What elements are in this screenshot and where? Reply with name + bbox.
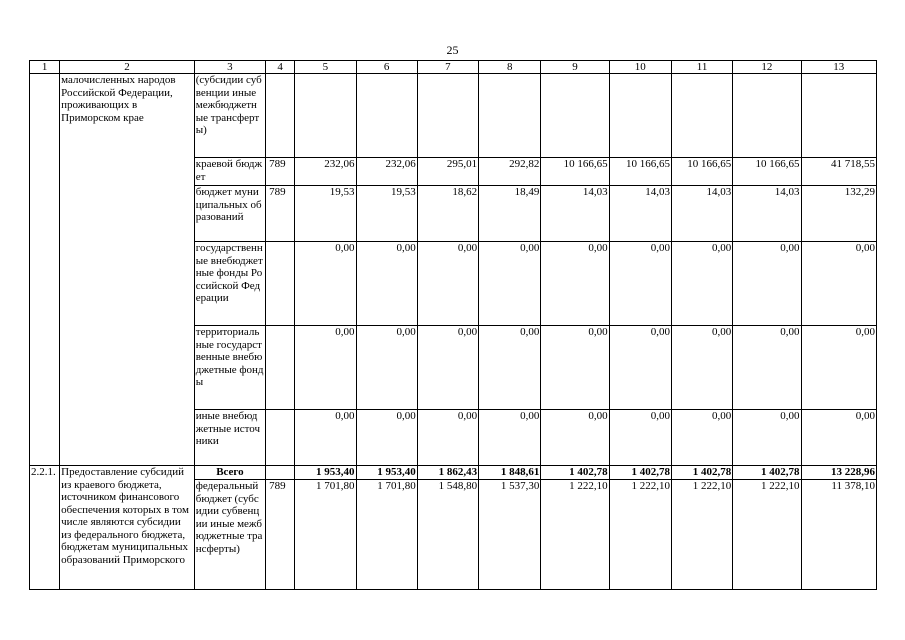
value-cell: 10 166,65 — [541, 158, 609, 186]
budget-code: 789 — [266, 186, 295, 242]
value-cell: 1 701,80 — [356, 480, 417, 590]
value-cell: 41 718,55 — [801, 158, 876, 186]
header-cell: 13 — [801, 61, 876, 74]
value-cell: 232,06 — [295, 158, 356, 186]
budget-code — [266, 74, 295, 158]
value-cell — [801, 74, 876, 158]
value-cell — [541, 74, 609, 158]
value-cell: 1 222,10 — [541, 480, 609, 590]
budget-code — [266, 410, 295, 466]
value-cell: 1 402,78 — [733, 466, 801, 480]
funding-source: государственные внебюджетные фонды Российской Федерации — [194, 242, 265, 326]
page-number: 25 — [446, 43, 459, 57]
value-cell: 0,00 — [541, 326, 609, 410]
funding-source: краевой бюджет — [194, 158, 265, 186]
value-cell: 0,00 — [479, 410, 541, 466]
table-row-total — [30, 466, 877, 480]
value-cell: 1 402,78 — [671, 466, 732, 480]
value-cell: 0,00 — [733, 326, 801, 410]
row-number-cell — [30, 74, 60, 466]
value-cell: 1 402,78 — [609, 466, 671, 480]
value-cell: 0,00 — [609, 242, 671, 326]
value-cell: 0,00 — [356, 242, 417, 326]
value-cell: 14,03 — [541, 186, 609, 242]
value-cell: 1 402,78 — [541, 466, 609, 480]
value-cell: 0,00 — [356, 326, 417, 410]
value-cell: 292,82 — [479, 158, 541, 186]
value-cell: 0,00 — [801, 410, 876, 466]
header-cell: 1 — [30, 61, 60, 74]
value-cell — [356, 74, 417, 158]
value-cell: 1 862,43 — [417, 466, 478, 480]
column-number-row — [30, 61, 877, 74]
value-cell: 0,00 — [733, 242, 801, 326]
value-cell: 0,00 — [295, 326, 356, 410]
value-cell: 1 222,10 — [671, 480, 732, 590]
header-cell: 9 — [541, 61, 609, 74]
value-cell — [733, 74, 801, 158]
value-cell: 1 222,10 — [733, 480, 801, 590]
value-cell: 19,53 — [356, 186, 417, 242]
budget-code — [266, 466, 295, 480]
value-cell: 14,03 — [671, 186, 732, 242]
funding-source: федеральный бюджет (субсидии субвенции иные межбюджетные трансферты) — [194, 480, 265, 590]
value-cell: 11 378,10 — [801, 480, 876, 590]
value-cell: 0,00 — [671, 242, 732, 326]
value-cell — [609, 74, 671, 158]
value-cell: 0,00 — [801, 326, 876, 410]
header-cell: 10 — [609, 61, 671, 74]
value-cell: 0,00 — [541, 410, 609, 466]
value-cell: 0,00 — [356, 410, 417, 466]
value-cell: 1 548,80 — [417, 480, 478, 590]
value-cell: 0,00 — [671, 410, 732, 466]
value-cell: 10 166,65 — [733, 158, 801, 186]
funding-source: бюджет муниципальных образований — [194, 186, 265, 242]
value-cell: 0,00 — [541, 242, 609, 326]
value-cell — [295, 74, 356, 158]
value-cell: 0,00 — [295, 410, 356, 466]
header-cell: 6 — [356, 61, 417, 74]
value-cell: 232,06 — [356, 158, 417, 186]
header-cell: 11 — [671, 61, 732, 74]
value-cell: 0,00 — [609, 410, 671, 466]
value-cell: 0,00 — [417, 410, 478, 466]
value-cell: 1 953,40 — [356, 466, 417, 480]
value-cell: 13 228,96 — [801, 466, 876, 480]
measure-description: малочисленных народов Российской Федерации, проживающих в Приморском крае — [60, 74, 195, 466]
header-cell: 3 — [194, 61, 265, 74]
budget-code: 789 — [266, 480, 295, 590]
value-cell: 1 222,10 — [609, 480, 671, 590]
value-cell — [671, 74, 732, 158]
budget-code — [266, 242, 295, 326]
value-cell: 0,00 — [479, 326, 541, 410]
value-cell: 0,00 — [671, 326, 732, 410]
value-cell — [417, 74, 478, 158]
value-cell: 0,00 — [417, 242, 478, 326]
value-cell: 295,01 — [417, 158, 478, 186]
value-cell: 10 166,65 — [609, 158, 671, 186]
funding-source: иные внебюджетные источники — [194, 410, 265, 466]
value-cell: 0,00 — [417, 326, 478, 410]
value-cell: 0,00 — [801, 242, 876, 326]
value-cell: 18,62 — [417, 186, 478, 242]
value-cell: 0,00 — [479, 242, 541, 326]
value-cell — [479, 74, 541, 158]
value-cell: 14,03 — [609, 186, 671, 242]
value-cell: 10 166,65 — [671, 158, 732, 186]
value-cell: 1 537,30 — [479, 480, 541, 590]
funding-source: (субсидии субвенции иные межбюджетные трансферты) — [194, 74, 265, 158]
header-cell: 8 — [479, 61, 541, 74]
value-cell: 132,29 — [801, 186, 876, 242]
measure-description: Предоставление субсидий из краевого бюджета, источником финансового обеспечения которых в том числе являются субсидии из федерального бюджета, бюджетам муниципальных образований Приморского — [60, 466, 195, 590]
funding-source: Всего — [194, 466, 265, 480]
row-number-cell: 2.2.1. — [30, 466, 60, 590]
budget-code — [266, 326, 295, 410]
funding-source: территориальные государственные внебюджетные фонды — [194, 326, 265, 410]
value-cell: 0,00 — [295, 242, 356, 326]
value-cell: 0,00 — [609, 326, 671, 410]
value-cell: 14,03 — [733, 186, 801, 242]
value-cell: 1 953,40 — [295, 466, 356, 480]
value-cell: 1 701,80 — [295, 480, 356, 590]
header-cell: 5 — [295, 61, 356, 74]
table-row — [30, 74, 877, 158]
header-cell: 12 — [733, 61, 801, 74]
header-cell: 7 — [417, 61, 478, 74]
value-cell: 1 848,61 — [479, 466, 541, 480]
value-cell: 18,49 — [479, 186, 541, 242]
header-cell: 4 — [266, 61, 295, 74]
value-cell: 0,00 — [733, 410, 801, 466]
budget-code: 789 — [266, 158, 295, 186]
header-cell: 2 — [60, 61, 195, 74]
budget-table — [29, 60, 877, 590]
value-cell: 19,53 — [295, 186, 356, 242]
